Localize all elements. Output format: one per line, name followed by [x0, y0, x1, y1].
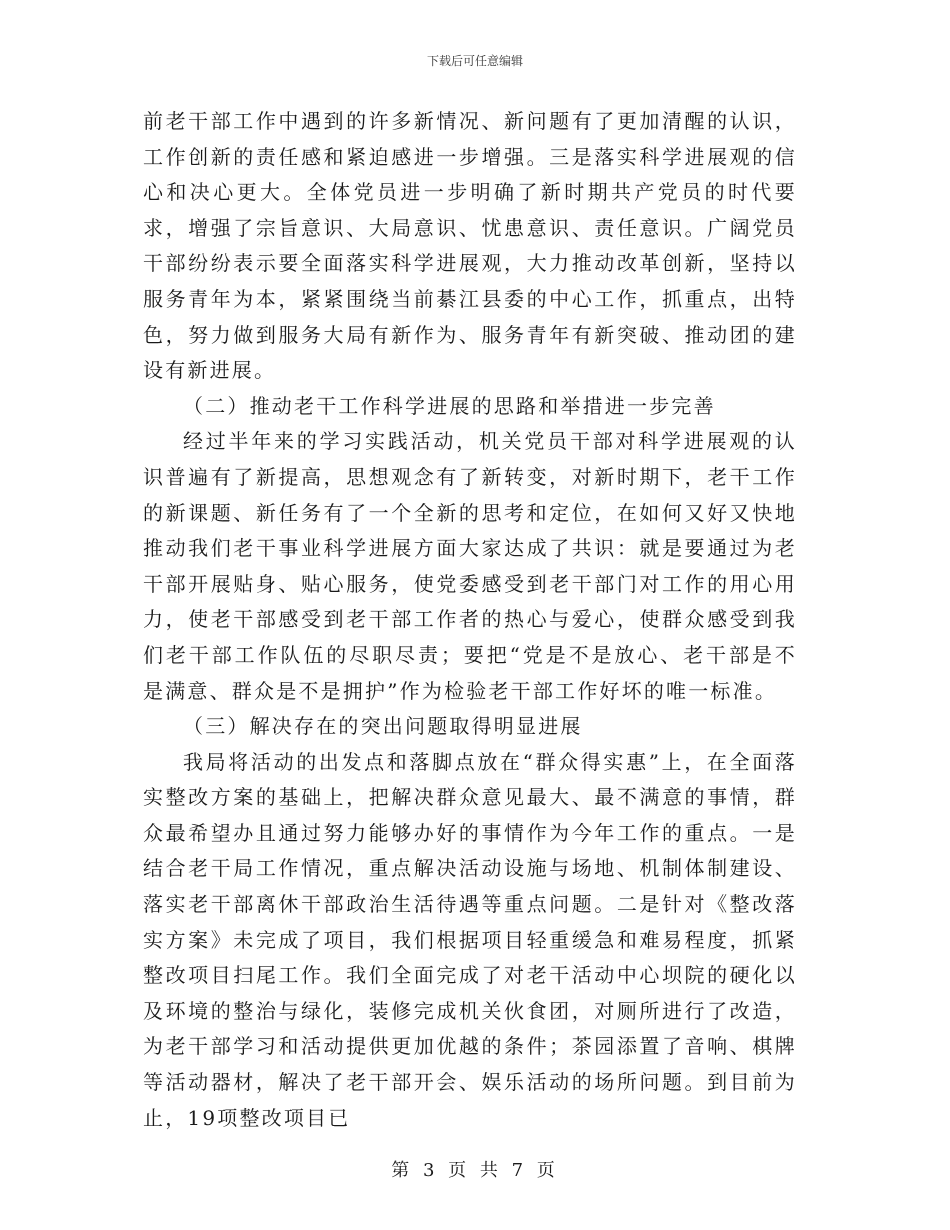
section-heading-3: （三）解决存在的突出问题取得明显进展	[183, 714, 583, 739]
paragraph-section-2: 经过半年来的学习实践活动，机关党员干部对科学进展观的认识普遍有了新提高，思想观念有了新转变，对新时期下，老干工作的新课题、新任务有了一个全新的思考和定位，在如何又好又快地推动我们老干事业科学进展方面大家达成了共识：就是要通过为老干部开展贴身、贴心服务，使党委感受到老干部门对工作的用心用力，使老干部感受到老干部工作者的热心与爱心，使群众感受到我们老干部工作队伍的尽职尽责；要把“党是不是放心、老干部是不是满意、群众是不是拥护”作为检验老干部工作好坏的唯一标准。	[143, 429, 797, 703]
download-note: 下载后可任意编辑	[426, 54, 523, 68]
paragraph-section-3: 我局将活动的出发点和落脚点放在“群众得实惠”上，在全面落实整改方案的基础上，把解决群众意见最大、最不满意的事情，群众最希望办且通过努力能够办好的事情作为今年工作的重点。一是结合老干局工作情况，重点解决活动设施与场地、机制体制建设、落实老干部离休干部政治生活待遇等重点问题。二是针对《整改落实方案》未完成了项目，我们根据项目轻重缓急和难易程度，抓紧整改项目扫尾工作。我们全面完成了对老干活动中心坝院的硬化以及环境的整治与绿化，装修完成机关伙食团，对厕所进行了改造，为老干部学习和活动提供更加优越的条件；茶园添置了音响、棋牌等活动器材，解决了老干部开会、娱乐活动的场所问题。到目前为止，19项整改项目已	[143, 749, 797, 1130]
document-body	[143, 104, 797, 1136]
page-number: 第 3 页 共 7 页	[391, 1160, 559, 1181]
section-heading-2: （二）推动老干工作科学进展的思路和举措进一步完善	[183, 393, 716, 418]
paragraph-continued: 前老干部工作中遇到的许多新情况、新问题有了更加清醒的认识，工作创新的责任感和紧迫感进一步增强。三是落实科学进展观的信心和决心更大。全体党员进一步明确了新时期共产党员的时代要求，增强了宗旨意识、大局意识、忧患意识、责任意识。广阔党员干部纷纷表示要全面落实科学进展观，大力推动改革创新，坚持以服务青年为本，紧紧围绕当前綦江县委的中心工作，抓重点，出特色，努力做到服务大局有新作为、服务青年有新突破、推动团的建设有新进展。	[143, 109, 797, 383]
